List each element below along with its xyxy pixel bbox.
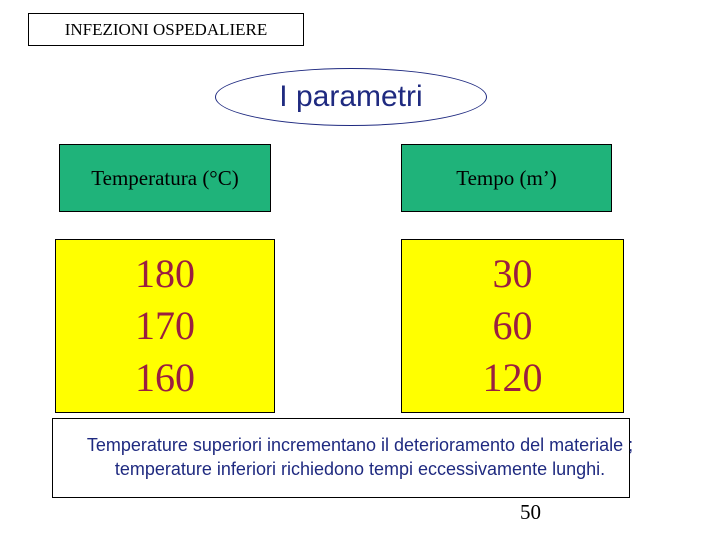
- time-label-box: [401, 144, 612, 212]
- temperature-values-box: [55, 239, 275, 413]
- time-values-box: [401, 239, 624, 413]
- time-value: 30: [492, 251, 533, 296]
- temperature-value: 160: [135, 355, 195, 400]
- time-value: 120: [482, 355, 543, 400]
- temperature-label-box: [59, 144, 271, 212]
- temperature-value: 170: [135, 303, 195, 348]
- temperature-label: Temperatura (°C): [91, 165, 239, 190]
- header-title: INFEZIONI OSPEDALIERE: [28, 13, 304, 46]
- note-text: [0, 433, 720, 481]
- page-number: 50: [520, 500, 541, 524]
- time-label: Tempo (m’): [456, 165, 557, 190]
- temperature-value: 180: [135, 251, 195, 296]
- note-line-1: Temperature superiori incrementano il deterioramento del materiale ;: [86, 435, 634, 455]
- note-line-2: temperature inferiori richiedono tempi eccessivamente lunghi.: [114, 459, 606, 479]
- slide-title: I parametri: [215, 68, 487, 126]
- time-value: 60: [492, 303, 533, 348]
